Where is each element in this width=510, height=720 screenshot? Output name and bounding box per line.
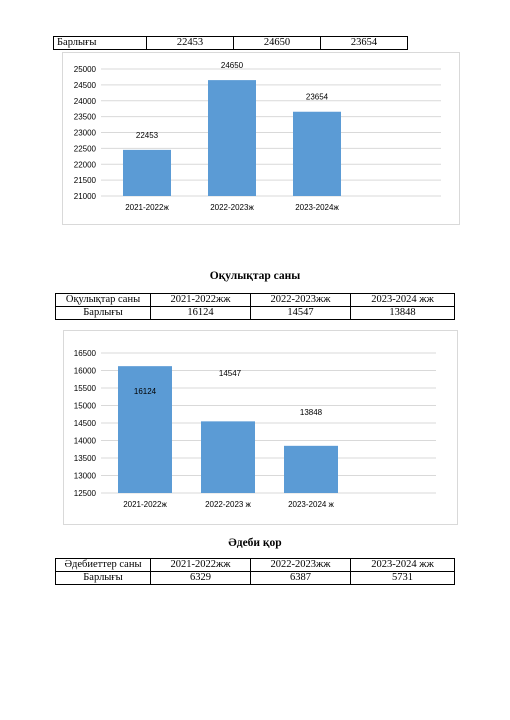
table-header-cell: Әдебиеттер саны (56, 559, 151, 572)
y-tick-label: 25000 (73, 65, 96, 74)
y-tick-label: 16500 (73, 349, 96, 358)
y-tick-label: 15000 (73, 401, 96, 411)
bar (201, 421, 255, 493)
bar-chart-2-svg (64, 331, 457, 524)
bar (123, 150, 171, 196)
x-tick-label: 2023-2024ж (295, 203, 339, 212)
table-header-cell: 2023-2024 жж (351, 294, 455, 307)
y-tick-label: 13000 (73, 471, 96, 481)
bar-chart-1-svg (63, 53, 459, 224)
data-label: 24650 (220, 61, 244, 71)
x-tick-label: 2022-2023ж (210, 203, 254, 212)
table-header-cell: Оқулықтар саны (56, 294, 151, 307)
y-tick-label: 15500 (73, 384, 96, 393)
bar (284, 446, 338, 493)
table-header-cell: 2021-2022жж (151, 294, 251, 307)
y-tick-label: 21500 (73, 176, 96, 186)
data-label: 13848 (299, 408, 323, 417)
bar (293, 112, 341, 196)
y-tick-label: 16000 (73, 366, 96, 376)
table-cell: 5731 (351, 572, 455, 585)
table-header-row (56, 559, 455, 572)
bar (208, 80, 256, 196)
table-cell: 24650 (234, 37, 321, 50)
y-tick-label: 22000 (73, 160, 96, 170)
y-tick-label: 21000 (73, 192, 96, 201)
data-label: 23654 (305, 92, 329, 102)
table-row (54, 37, 408, 50)
table-cell: 14547 (251, 307, 351, 320)
y-tick-label: 24500 (73, 80, 96, 90)
bar (118, 366, 172, 493)
data-label: 14547 (218, 369, 242, 378)
table-cell: 6387 (251, 572, 351, 585)
x-tick-label: 2021-2022ж (123, 500, 167, 509)
table-row (56, 307, 455, 320)
table-cell: 6329 (151, 572, 251, 585)
table-header-cell: 2022-2023жж (251, 294, 351, 307)
x-tick-label: 2023-2024 ж (288, 500, 334, 509)
table-cell: Барлығы (56, 307, 151, 320)
table-header-cell: 2021-2022жж (151, 559, 251, 572)
x-tick-label: 2021-2022ж (125, 203, 169, 212)
bar-chart-2 (63, 330, 458, 525)
totals-table-1 (53, 36, 408, 50)
table-header-cell: 2022-2023жж (251, 559, 351, 572)
y-tick-label: 23500 (73, 112, 96, 122)
y-tick-label: 22500 (73, 144, 96, 154)
y-tick-label: 14500 (73, 419, 96, 428)
data-label: 16124 (133, 387, 157, 396)
y-tick-label: 14000 (73, 436, 96, 446)
y-tick-label: 23000 (73, 128, 96, 138)
literary-fund-table (55, 558, 455, 585)
table-cell: Барлығы (54, 37, 147, 50)
bar-chart-1 (62, 52, 460, 225)
table-cell: 23654 (321, 37, 408, 50)
data-label: 22453 (135, 130, 159, 140)
table-header-row (56, 294, 455, 307)
table-cell: 22453 (147, 37, 234, 50)
y-tick-label: 24000 (73, 96, 96, 106)
section-heading-literary-fund: Әдеби қор (228, 537, 282, 549)
y-tick-label: 13500 (73, 454, 96, 463)
table-header-cell: 2023-2024 жж (351, 559, 455, 572)
table-cell: 13848 (351, 307, 455, 320)
table-cell: 16124 (151, 307, 251, 320)
table-cell: Барлығы (56, 572, 151, 585)
table-row (56, 572, 455, 585)
y-tick-label: 12500 (73, 489, 96, 498)
x-tick-label: 2022-2023 ж (205, 500, 251, 509)
textbooks-table (55, 293, 455, 320)
section-heading-textbooks: Оқулықтар саны (209, 270, 301, 282)
